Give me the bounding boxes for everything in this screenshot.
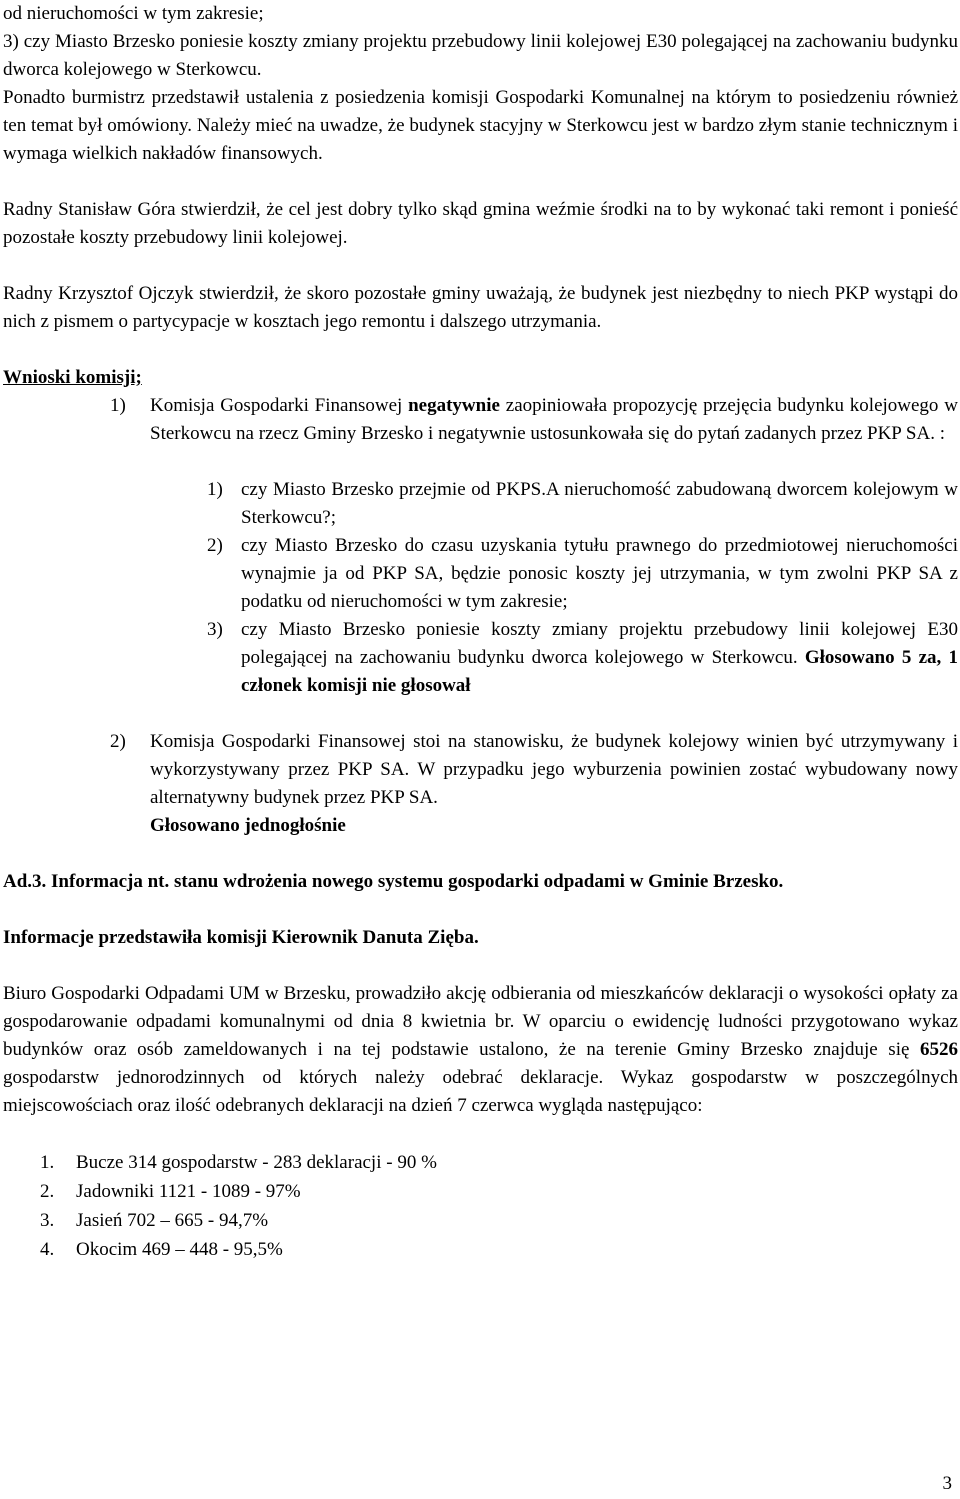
list-number: 2) [110,731,126,752]
intro-line: od nieruchomości w tym zakresie; [3,3,264,24]
household-count: 6526 [920,1039,958,1060]
intro-line: 3) czy Miasto Brzesko poniesie koszty zmiany projektu przebudowy linii kolejowej E30 polegającej na zachowaniu budynku dworca kolejowego w Sterkowcu. [3,31,958,80]
list-number: 1) [207,479,223,500]
village-text: Jasień 702 – 665 - 94,7% [76,1210,269,1231]
wnioski-heading: Wnioski komisji; [3,367,142,388]
list-number: 1) [110,395,126,416]
biuro-text-end: gospodarstw jednorodzinnych od których należy odebrać deklaracje. Wykaz gospodarstw w poszczególnych miejscowościach oraz ilość odebranych deklaracji na dzień 7 czerwca wygląda następująco: [3,1067,958,1116]
question-text: czy Miasto Brzesko przejmie od PKPS.A nieruchomość zabudowaną dworcem kolejowym w Sterkowcu?; [241,479,958,528]
village-item [3,1235,958,1264]
village-text: Bucze 314 gospodarstw - 283 deklaracji - 90 % [76,1152,437,1173]
informacje-heading: Informacje przedstawiła komisji Kierownik Danuta Zięba. [3,927,479,948]
question-item [3,532,958,616]
document-page [3,0,958,1264]
paragraph-biuro [3,980,958,1120]
village-text: Okocim 469 – 448 - 95,5% [76,1239,283,1260]
village-item [3,1206,958,1235]
wniosek-1 [3,392,958,448]
paragraph-burmistrz: Ponadto burmistrz przedstawił ustalenia z posiedzenia komisji Gospodarki Komunalnej na którym to posiedzeniu również ten temat był omówiony. Należy mieć na uwadze, że budynek stacyjny w Sterkowcu jest w bardzo złym stanie technicznym i wymaga wielkich nakładów finansowych. [3,87,958,164]
list-number: 2) [207,535,223,556]
wniosek-1-bold: negatywnie [408,395,500,416]
question-item [3,476,958,532]
list-number: 3. [40,1210,55,1231]
wniosek-2-text: Komisja Gospodarki Finansowej stoi na stanowisku, że budynek kolejowy winien być utrzymywany i wykorzystywany przez PKP SA. W przypadku jego wyburzenia powinien zostać wybudowany nowy alternatywny budynek przez PKP SA. [150,731,958,808]
village-text: Jadowniki 1121 - 1089 - 97% [76,1181,301,1202]
question-text: czy Miasto Brzesko poniesie koszty zmiany projektu przebudowy linii kolejowej E30 polegającej na zachowaniu budynku dworca kolejowego w Sterkowcu. [241,619,958,668]
page-number: 3 [942,1473,952,1494]
question-text: czy Miasto Brzesko do czasu uzyskania tytułu prawnego do przedmiotowej nieruchomości wynajmie ja od PKP SA, będzie ponosic koszty jej utrzymania, w tym zwolni PKP SA z podatku od nieruchomości w tym zakresie; [241,535,958,612]
ad3-heading: Ad.3. Informacja nt. stanu wdrożenia nowego systemu gospodarki odpadami w Gminie Brzesko. [3,871,784,892]
list-number: 4. [40,1239,55,1260]
question-item [3,616,958,700]
wniosek-1-text: Komisja Gospodarki Finansowej [150,395,409,416]
wniosek-1-text-end: zaopiniowała propozycję przejęcia budynku kolejowego w Sterkowcu na rzecz Gminy Brzesko i negatywnie ustosunkowała się do pytań zadanych przez PKP SA. : [150,395,958,444]
paragraph-ojczyk: Radny Krzysztof Ojczyk stwierdził, że skoro pozostałe gminy uważają, że budynek jest niezbędny to niech PKP wystąpi do nich z pismem o partycypacje w kosztach jego remontu i dalszego utrzymania. [3,283,958,332]
village-item [3,1177,958,1206]
vote-result: Głosowano 5 za, 1 członek komisji nie głosował [241,647,958,696]
list-number: 3) [207,619,223,640]
vote-result: Głosowano jednogłośnie [150,815,346,836]
paragraph-gora: Radny Stanisław Góra stwierdził, że cel jest dobry tylko skąd gmina weźmie środki na to by wykonać taki remont i ponieść pozostałe koszty przebudowy linii kolejowej. [3,199,958,248]
list-number: 1. [40,1152,55,1173]
wniosek-2 [3,728,958,840]
village-item [3,1148,958,1177]
biuro-text: Biuro Gospodarki Odpadami UM w Brzesku, prowadziło akcję odbierania od mieszkańców deklaracji o wysokości opłaty za gospodarowanie odpadami komunalnymi od dnia 8 kwietnia br. W oparciu o ewidencję ludności przygotowano wykaz budynków oraz osób zameldowanych i na tej podstawie ustalono, że na terenie Gminy Brzesko znajduje się [3,983,958,1060]
list-number: 2. [40,1181,55,1202]
